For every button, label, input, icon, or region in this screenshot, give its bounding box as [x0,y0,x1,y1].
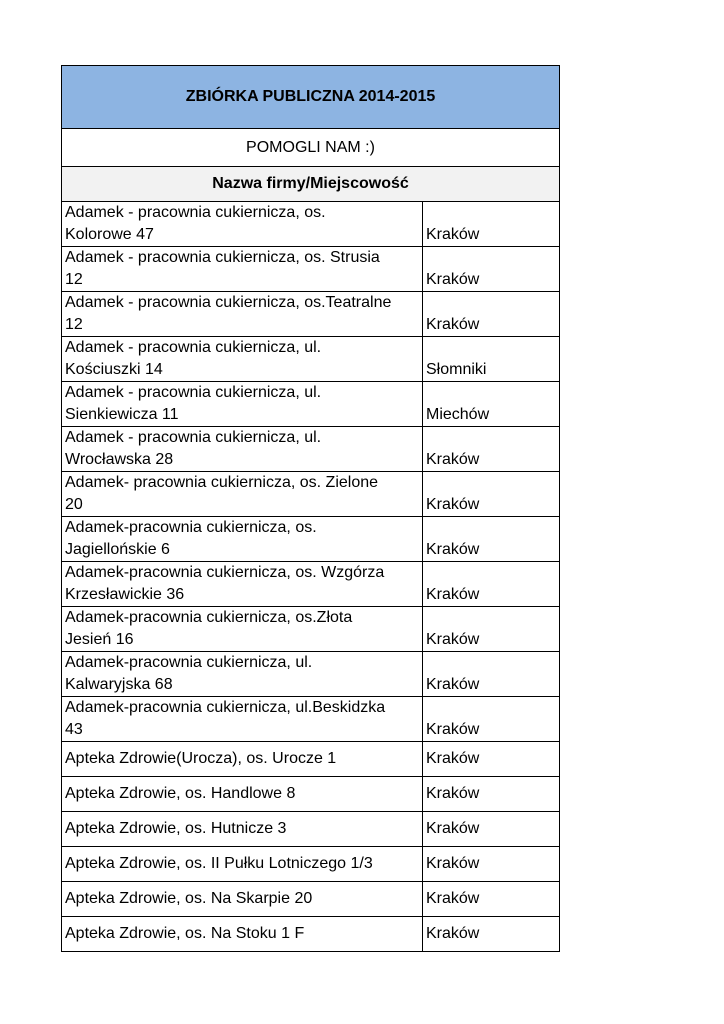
company-name-line2: Kalwaryjska 68 [65,676,173,693]
company-name-cell[interactable] [62,742,423,777]
city-cell[interactable]: Kraków [423,292,560,337]
table-row [62,882,560,917]
company-name-line2: Jesień 16 [65,631,134,648]
city-cell[interactable]: Kraków [423,562,560,607]
table-row [62,472,560,517]
city-cell[interactable]: Kraków [423,777,560,812]
city-cell[interactable]: Miechów [423,382,560,427]
city-cell[interactable]: Kraków [423,517,560,562]
company-name-line1: Adamek-pracownia cukiernicza, os. [65,519,317,536]
table-row [62,847,560,882]
company-name-cell[interactable] [62,202,423,247]
company-name-line2: 12 [65,271,83,288]
table-row [62,742,560,777]
company-name-cell[interactable] [62,812,423,847]
company-name-line2: 12 [65,316,83,333]
company-name-line2: Kościuszki 14 [65,361,163,378]
company-name-cell[interactable] [62,472,423,517]
city-cell[interactable]: Słomniki [423,337,560,382]
table-row [62,292,560,337]
city-cell[interactable]: Kraków [423,427,560,472]
company-name-cell[interactable] [62,247,423,292]
company-name-line2: Krzesławickie 36 [65,586,185,603]
company-name-line1: Adamek-pracownia cukiernicza, os.Złota [65,609,353,626]
table-row [62,427,560,472]
company-name-line1: Adamek - pracownia cukiernicza, os. [65,204,326,221]
company-name-cell[interactable] [62,917,423,952]
company-name-line1: Adamek-pracownia cukiernicza, ul.Beskidzka [65,699,386,716]
company-name-line2: Wrocławska 28 [65,451,174,468]
company-name-cell[interactable] [62,847,423,882]
company-name-line2: 43 [65,721,83,738]
city-cell[interactable]: Kraków [423,812,560,847]
table-row [62,562,560,607]
company-name-line1: Apteka Zdrowie(Urocza), os. Urocze 1 [65,750,337,767]
company-name-line1: Adamek-pracownia cukiernicza, os. Wzgórza [65,564,385,581]
city-cell[interactable]: Kraków [423,607,560,652]
company-name-line1: Adamek - pracownia cukiernicza, ul. [65,339,322,356]
donors-table [61,65,560,952]
table-row [62,777,560,812]
city-cell[interactable]: Kraków [423,697,560,742]
company-name-line1: Adamek - pracownia cukiernicza, ul. [65,429,322,446]
city-cell[interactable]: Kraków [423,742,560,777]
table-row [62,382,560,427]
company-name-line2: Jagiellońskie 6 [65,541,170,558]
table-row [62,812,560,847]
table-row [62,202,560,247]
company-name-line1: Apteka Zdrowie, os. Handlowe 8 [65,785,296,802]
company-name-line1: Adamek- pracownia cukiernicza, os. Zielone [65,474,379,491]
company-name-line1: Apteka Zdrowie, os. Na Stoku 1 F [65,925,305,942]
sheet-subtitle: POMOGLI NAM :) [62,129,560,167]
company-name-line1: Adamek - pracownia cukiernicza, os.Teatralne [65,294,392,311]
company-name-cell[interactable] [62,337,423,382]
sheet-title: ZBIÓRKA PUBLICZNA 2014-2015 [62,66,560,129]
company-name-line2: Sienkiewicza 11 [65,406,179,423]
city-cell[interactable]: Kraków [423,652,560,697]
company-name-cell[interactable] [62,562,423,607]
company-name-cell[interactable] [62,382,423,427]
table-row [62,607,560,652]
company-name-cell[interactable] [62,607,423,652]
company-name-line1: Apteka Zdrowie, os. Na Skarpie 20 [65,890,313,907]
city-cell[interactable]: Kraków [423,917,560,952]
city-cell[interactable]: Kraków [423,202,560,247]
company-name-line1: Adamek-pracownia cukiernicza, ul. [65,654,313,671]
table-row [62,517,560,562]
company-name-cell[interactable] [62,652,423,697]
table-row [62,337,560,382]
table-row [62,652,560,697]
city-cell[interactable]: Kraków [423,472,560,517]
company-name-cell[interactable] [62,777,423,812]
city-cell[interactable]: Kraków [423,847,560,882]
company-name-line1: Adamek - pracownia cukiernicza, os. Strusia [65,249,380,266]
company-name-cell[interactable] [62,517,423,562]
company-name-cell[interactable] [62,292,423,337]
company-name-line1: Apteka Zdrowie, os. II Pułku Lotniczego 1/3 [65,855,373,872]
company-name-line2: Kolorowe 47 [65,226,154,243]
company-name-cell[interactable] [62,882,423,917]
column-header: Nazwa firmy/Miejscowość [62,167,560,202]
city-cell[interactable]: Kraków [423,882,560,917]
table-row [62,247,560,292]
company-name-cell[interactable] [62,427,423,472]
company-name-line1: Adamek - pracownia cukiernicza, ul. [65,384,322,401]
company-name-line2: 20 [65,496,83,513]
table-row [62,697,560,742]
city-cell[interactable]: Kraków [423,247,560,292]
table-row [62,917,560,952]
company-name-line1: Apteka Zdrowie, os. Hutnicze 3 [65,820,287,837]
company-name-cell[interactable] [62,697,423,742]
